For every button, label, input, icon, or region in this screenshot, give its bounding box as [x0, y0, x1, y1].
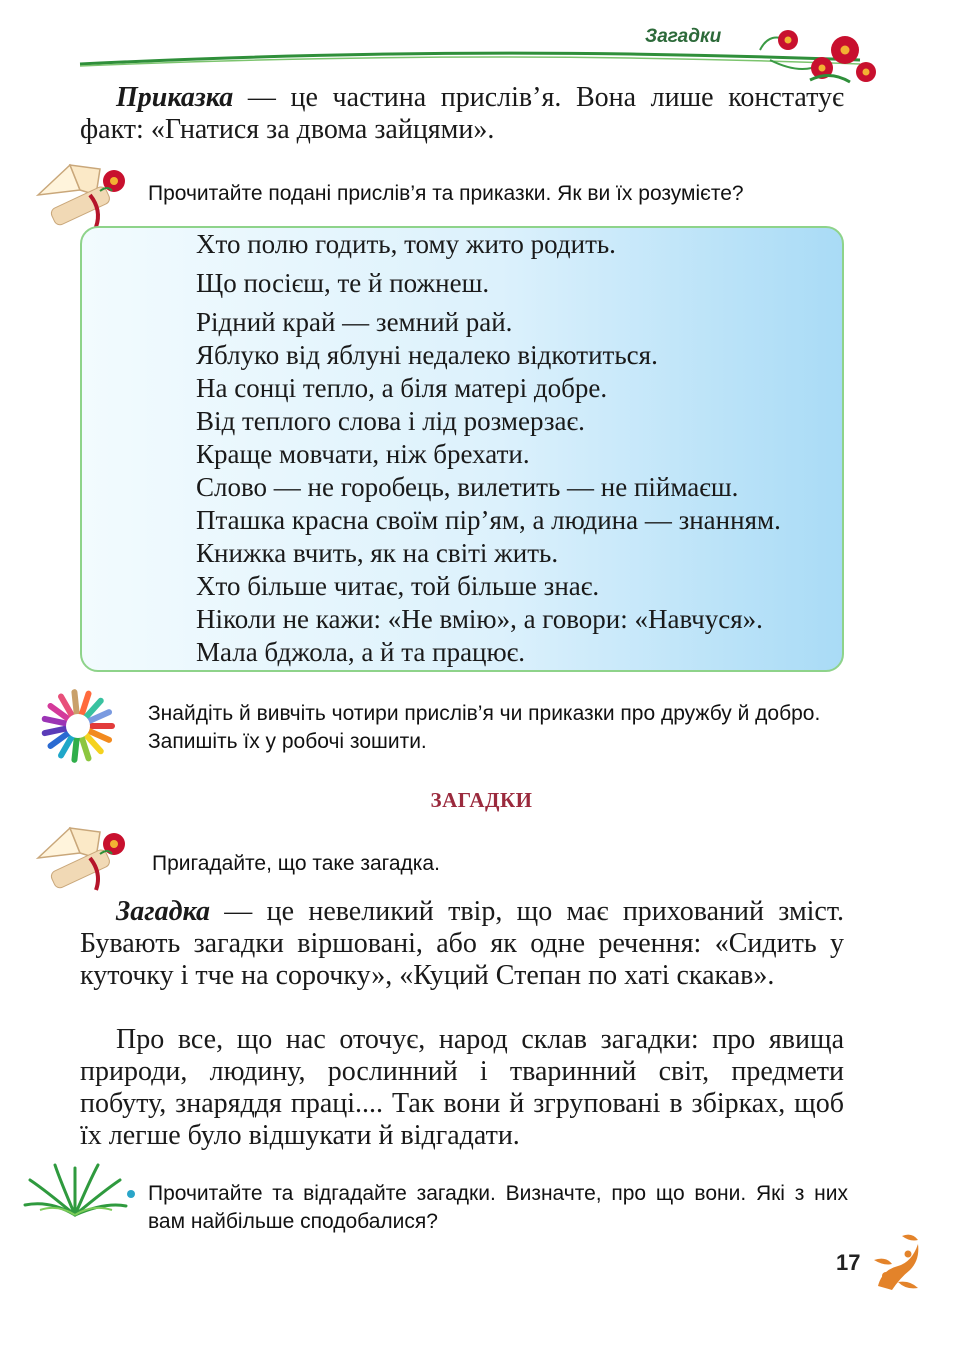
flower-branch-icon — [70, 20, 880, 90]
proverb-item: Що посієш, те й пожнеш. — [196, 268, 490, 298]
proverb-item: Рідний край — земний рай. — [196, 307, 513, 337]
intro-term: Приказка — [116, 82, 234, 113]
intro-text: — це частина прислів’я. Вона лише констатує факт: «Гнатися за двома зайцями». — [80, 82, 844, 145]
task-2: Знайдіть й вивчіть чотири прислів’я чи приказки про дружбу й добро. Запишіть їх у робочі зошити. — [148, 702, 821, 753]
paragraph2-text: Про все, що нас оточує, народ склав загадки: про явища природи, людину, рослинний і тваринний світ, предмети побуту, знаряддя праці.... Так вони й згруповані в збірках, щоб їх легше було відшукати й відгадати. — [80, 1024, 844, 1151]
intro-paragraph — [80, 82, 844, 146]
proverb-item: Хто більше читає, той більше знає. — [196, 571, 600, 601]
running-title: Загадки — [645, 26, 722, 47]
proverb-item: Ніколи не кажи: «Не вмію», а говори: «Навчуся». — [196, 604, 763, 634]
proverbs-list — [196, 228, 781, 669]
ornament-icon — [872, 1230, 924, 1292]
proverb-item: Мала бджола, а й та працює. — [196, 637, 526, 667]
proverb-item: На сонці тепло, а біля матері добре. — [196, 373, 608, 403]
green-grass-icon — [20, 1160, 130, 1220]
proverb-item: Хто полю годить, тому жито родить. — [196, 229, 616, 259]
definition-term: Загадка — [116, 896, 210, 927]
page-number: 17 — [836, 1250, 861, 1275]
definition-paragraph — [80, 896, 844, 992]
proverb-item: Пташка красна своїм пір’ям, а людина — знанням. — [196, 505, 781, 535]
proverb-item: Краще мовчати, ніж брехати. — [196, 439, 530, 469]
definition-text: — це невеликий твір, що має прихований зміст. Бувають загадки віршовані, або як одне речення: «Сидить у куточку і тче на сорочку», «Куций Степан по хаті скакав». — [80, 896, 844, 991]
proverb-item: Яблуко від яблуні недалеко відкотиться. — [196, 340, 658, 370]
open-book-flower-icon — [30, 818, 130, 898]
proverb-item: Від теплого слова і лід розмерзає. — [196, 406, 585, 436]
proverb-item: Книжка вчить, як на світі жить. — [196, 538, 559, 568]
body-paragraph — [80, 1024, 844, 1152]
bullet-dot — [127, 1190, 135, 1198]
task-1: Прочитайте подані прислів’я та приказки. Як ви їх розумієте? — [148, 182, 744, 205]
section-heading: ЗАГАДКИ — [430, 788, 533, 812]
task-3: Пригадайте, що таке загадка. — [152, 852, 440, 875]
task-4: Прочитайте та відгадайте загадки. Визначте, про що вони. Які з них вам найбільше сподобалися? — [148, 1182, 848, 1233]
colored-pencils-icon — [38, 686, 118, 766]
open-book-flower-icon — [30, 155, 130, 235]
proverb-item: Слово — не горобець, вилетить — не піймаєш. — [196, 472, 739, 502]
